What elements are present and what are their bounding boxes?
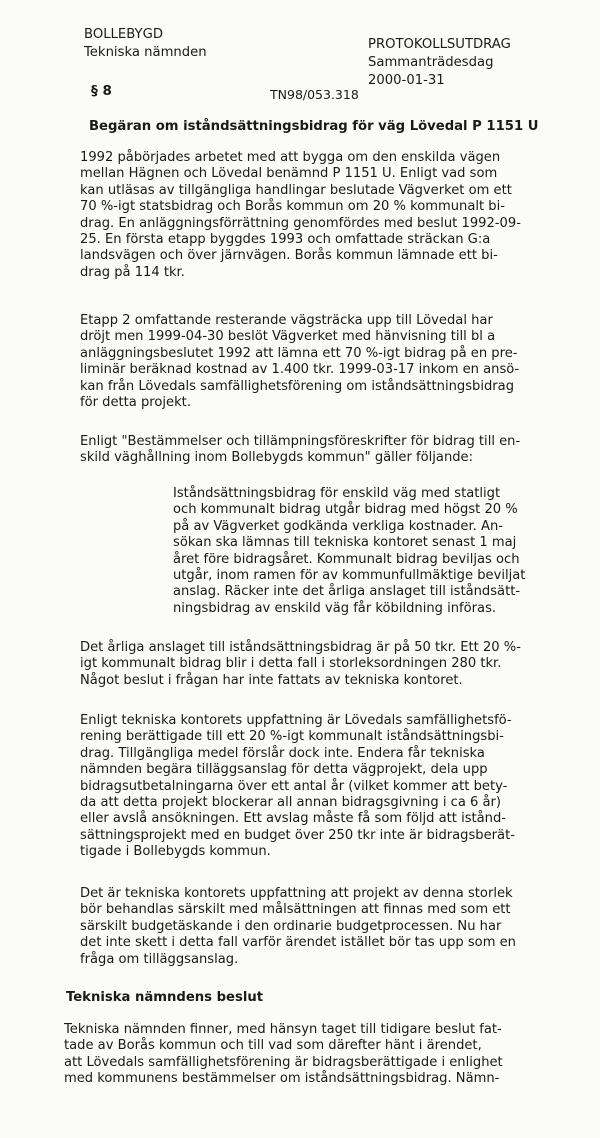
header-right [368,36,511,90]
paragraph-number: § 8 [91,83,112,99]
decision-text: Tekniska nämnden finner, med hänsyn taget till tidigare beslut fat- tade av Borås kommun och till vad som därefter hänt i ärendet, att Lövedals samfällighetsförening är bidragsberättigade i enlighet med kommunens bestämmelser om iståndsättningsbidrag. Nämn- [64,1022,503,1087]
body-paragraph-1: 1992 påbörjades arbetet med att bygga om den enskilda vägen mellan Hägnen och Lövedal benämnd P 1151 U. Enligt vad som kan utläsas av tillgängliga handlingar beslutade Vägverket om ett 70 %-igt statsbidrag och Borås kommun om 20 % kommunalt bi- drag. En anläggningsförrättning genomfördes med beslut 1992-09- 25. En första etapp byggdes 1993 och omfattade sträckan G:a landsvägen och över järnvägen. Borås kommun lämnade ett bi- drag på 114 tkr. [80,150,521,280]
body-paragraph-2: Etapp 2 omfattande resterande vägsträcka upp till Lövedal har dröjt men 1999-04-30 beslöt Vägverket med hänvisning till bl a anläggningsbeslutet 1992 att lämna ett 70 %-igt bidrag på en pre- liminär beräknad kostnad av 1.400 tkr. 1999-03-17 inkom en ansö- kan från Lövedals samfällighetsförening om iståndsättningsbidrag för detta projekt. [80,313,520,411]
org-name: BOLLEBYGD [84,27,163,42]
diary-number: TN98/053.318 [270,87,359,102]
decision-heading: Tekniska nämndens beslut [66,990,264,1005]
quoted-regulation: Iståndsättningsbidrag för enskild väg med statligt och kommunalt bidrag utgår bidrag med högst 20 % på av Vägverket godkända verkliga kostnader. An- sökan ska lämnas till tekniska kontoret senast 1 maj året före bidragsåret. Kommunalt bidrag beviljas och utgår, inom ramen för av kommunfullmäktige beviljat anslag. Räcker inte det årliga anslaget till iståndsätt- ningsbidrag av enskild väg får köbildning införas. [173,486,526,616]
body-paragraph-5: Enligt tekniska kontorets uppfattning är Lövedals samfällighetsfö- rening berättigade till ett 20 %-igt kommunalt iståndsättningsbi- drag. Tillgängliga medel förslår dock inte. Endera får tekniska nämnden begära tilläggsanslag för detta vägprojekt, dela upp bidragsutbetalningarna över ett antal år (vilket kommer att bety- da att detta projekt blockerar all annan bidragsgivning i ca 6 år) eller avslå ansökningen. Ett avslag måste få som följd att istånd- sättningsprojekt med en budget över 250 tkr inte är bidragsberät- tigade i Bollebygds kommun. [80,713,515,860]
header-left [84,26,207,62]
body-paragraph-3: Enligt "Bestämmelser och tillämpningsföreskrifter för bidrag till en- skild väghållning inom Bollebygds kommun" gäller följande: [80,434,521,466]
document-heading: Begäran om iståndsättningsbidrag för väg Lövedal P 1151 U [89,119,539,134]
meeting-date: 2000-01-31 [368,73,445,88]
dept-name: Tekniska nämnden [84,45,207,60]
meeting-label: Sammanträdesdag [368,55,494,70]
body-paragraph-4: Det årliga anslaget till iståndsättningsbidrag är på 50 tkr. Ett 20 %- igt kommunalt bidrag blir i detta fall i storleksordningen 280 tkr. Något beslut i frågan har inte fattats av tekniska kontoret. [80,640,521,688]
doc-type: PROTOKOLLSUTDRAG [368,37,511,52]
body-paragraph-6: Det är tekniska kontorets uppfattning att projekt av denna storlek bör behandlas särskilt med målsättningen att finnas med som ett särskilt budgetäskande i den ordinarie budgetprocessen. Nu har det inte skett i detta fall varför ärendet istället bör tas upp som en fråga om tilläggsanslag. [80,886,516,967]
